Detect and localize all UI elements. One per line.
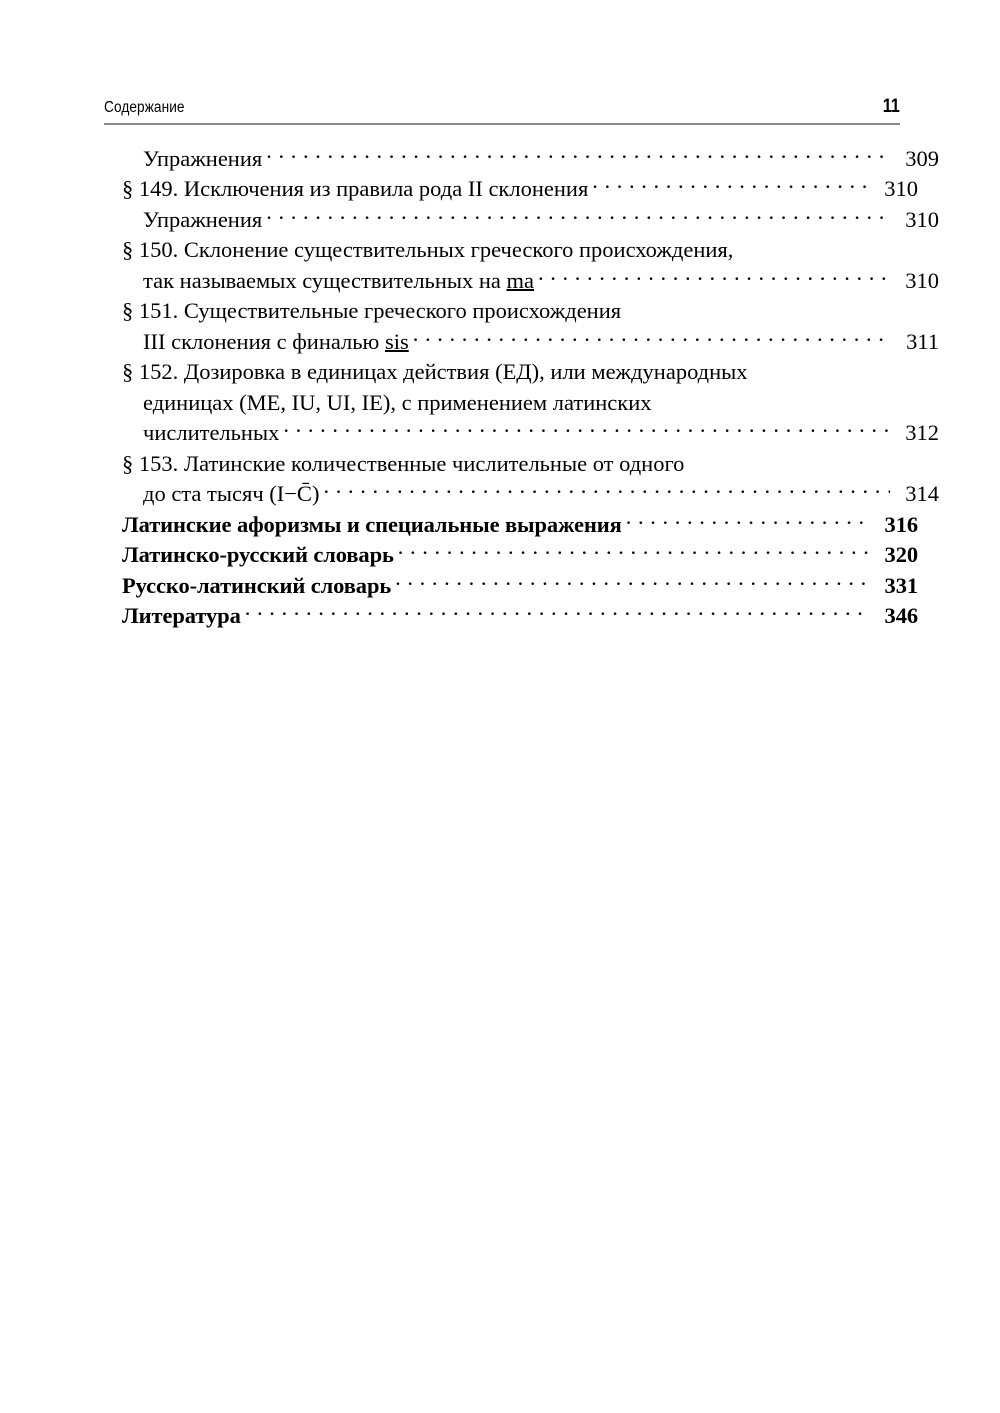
toc-entry-title: Русско-латинский словарь [122,572,392,598]
running-head-title: Содержание [104,99,185,116]
toc-entry-runover-line [104,479,939,510]
running-head [104,96,900,118]
dot-leader [538,265,890,288]
toc-entry-title: Упражнения [143,206,263,232]
toc-entry-title: единицах (МЕ, IU, UI, IE), с применением латинских [143,389,652,415]
header-rule [104,123,900,125]
toc-entry-runover-line [104,387,939,418]
toc-entry-title: III склонения с финалью sis [143,328,409,354]
toc-entry-title: § 149. Исключения из правила рода II склонения [122,176,589,201]
dot-leader [398,540,869,563]
toc-entry-title: § 153. Латинские количественные числительные от одного [122,450,685,476]
latin-term: sis [384,328,409,354]
toc-entry-title: Литература [122,603,241,628]
toc-page-number: 310 [884,176,918,201]
toc-entry[interactable] [104,570,918,601]
toc-entry[interactable] [104,601,918,632]
toc-entry-line [104,357,918,388]
page-folio-number: 11 [883,96,900,117]
dot-leader [592,174,869,197]
toc-entry-line [104,143,939,174]
dot-leader [626,509,869,532]
toc-entry-title: § 152. Дозировка в единицах действия (ЕД), или международных [122,359,748,384]
toc-page-number: 314 [905,481,939,506]
toc-entry[interactable] [104,204,939,235]
dot-leader [323,479,890,502]
toc-entry-runover-line [104,418,939,449]
toc-entry-line [104,509,918,540]
dot-leader [266,204,890,227]
toc-entry-title: числительных [143,420,280,445]
toc-entry[interactable] [104,357,939,449]
dot-leader [266,143,890,166]
toc-page-number: 312 [905,420,939,445]
toc-page-number: 320 [884,542,918,567]
dot-leader [413,326,890,349]
toc-page-number: 310 [905,267,939,293]
toc-entry[interactable] [104,143,939,174]
toc-entry-title: § 150. Склонение существительных греческого происхождения, [122,237,734,262]
toc-entry[interactable] [104,235,939,296]
toc-entry-line [104,296,918,327]
toc-entry[interactable] [104,509,918,540]
toc-entry[interactable] [104,448,939,509]
toc-entry-runover-line [104,326,939,357]
toc-entry-title: так называемых существительных на ma [143,267,535,293]
toc-entry-title: Упражнения [143,145,263,171]
dot-leader [245,601,869,624]
toc-entry-title: Латинско-русский словарь [122,542,394,567]
latin-term: ma [506,267,535,293]
toc-entry-line [104,570,918,601]
toc-page-number: 311 [906,328,939,354]
toc-page-number: 309 [905,145,939,171]
toc-entry-title: § 151. Существительные греческого происхождения [122,298,622,323]
table-of-contents [104,143,939,631]
toc-page-number: 316 [884,511,918,537]
toc-entry-line [104,204,939,235]
roman-numeral-range: I−C̄ [276,481,312,506]
toc-page-number: 331 [884,572,918,598]
toc-entry-title: Латинские афоризмы и специальные выражения [122,511,622,537]
toc-page-number: 310 [905,206,939,232]
toc-page-number: 346 [884,603,918,628]
dot-leader [395,570,869,593]
toc-entry-line [104,601,918,632]
toc-entry-line [104,174,918,205]
toc-entry[interactable] [104,540,918,571]
toc-entry-title: до ста тысяч (I−C̄) [143,481,320,506]
toc-entry[interactable] [104,296,939,357]
toc-entry-line [104,540,918,571]
dot-leader [283,418,890,441]
toc-entry[interactable] [104,174,918,205]
toc-entry-runover-line [104,265,939,296]
toc-entry-line [104,448,918,479]
toc-entry-line [104,235,918,266]
